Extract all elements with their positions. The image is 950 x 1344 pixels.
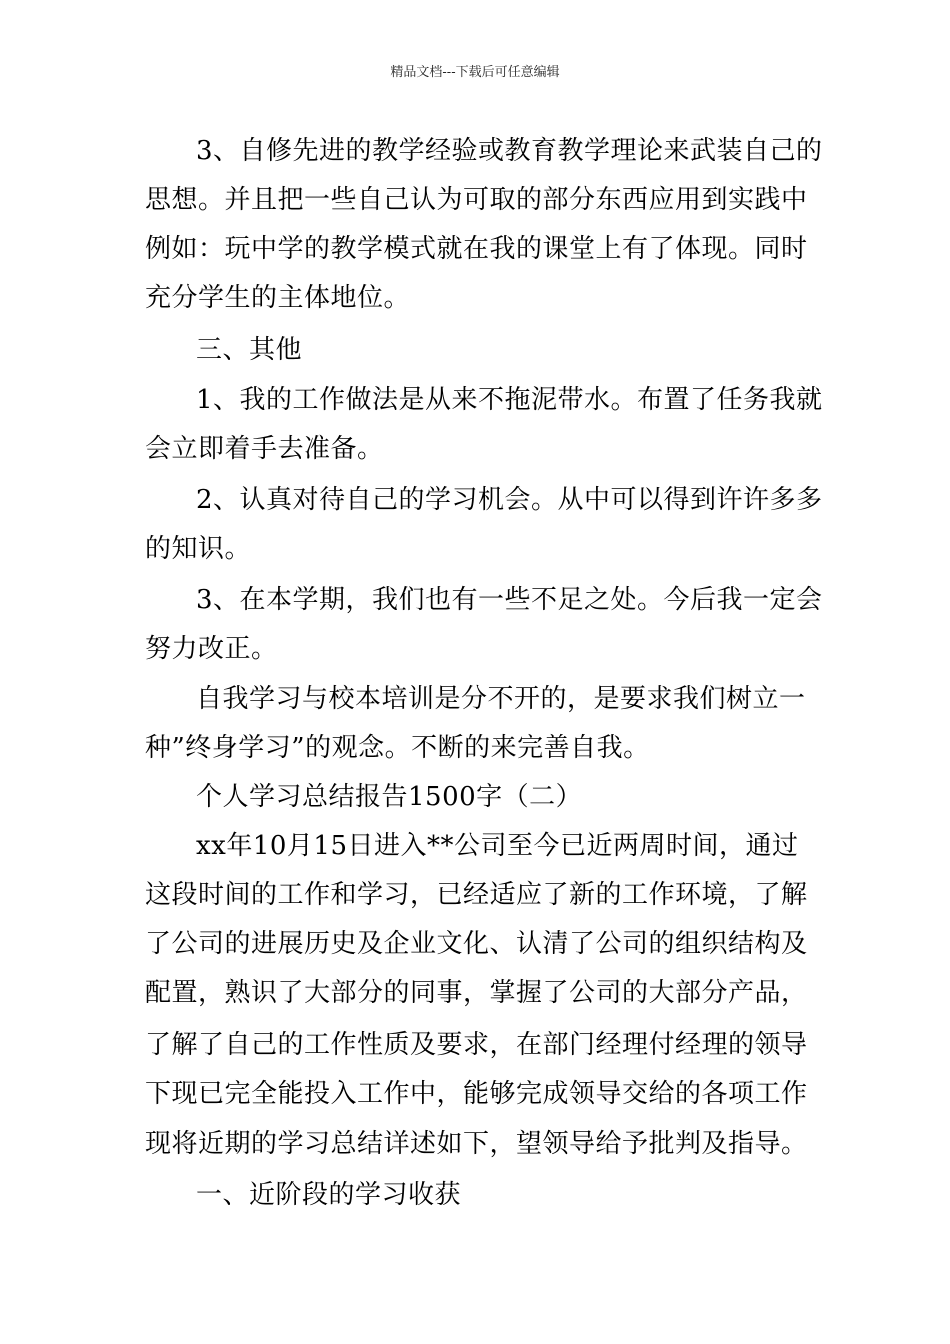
text-line: 充分学生的主体地位。: [145, 283, 411, 313]
text-line: 3、在本学期，我们也有一些不足之处。今后我一定会: [196, 585, 823, 615]
text-line: 了公司的进展历史及企业文化、认清了公司的组织结构及: [145, 929, 808, 959]
text-line: 自我学习与校本培训是分不开的，是要求我们树立一: [196, 684, 806, 714]
section-heading: 三、其他: [196, 335, 303, 365]
text-line: 配置，熟识了大部分的同事，掌握了公司的大部分产品，: [145, 978, 808, 1008]
page-header: 精品文档---下载后可任意编辑: [390, 65, 560, 80]
text-line: 的知识。: [145, 534, 252, 564]
text-line: 下现已完全能投入工作中，能够完成领导交给的各项工作: [145, 1079, 808, 1109]
section-heading: 一、近阶段的学习收获: [196, 1180, 462, 1210]
text-line: 了解了自己的工作性质及要求，在部门经理付经理的领导: [145, 1030, 808, 1060]
text-line: 思想。并且把一些自己认为可取的部分东西应用到实践中: [145, 185, 808, 215]
section-heading: 个人学习总结报告1500字（二）: [196, 782, 583, 812]
text-line: 3、自修先进的教学经验或教育教学理论来武装自己的: [196, 136, 823, 166]
text-line: 努力改正。: [145, 634, 278, 664]
text-line: 种”终身学习”的观念。不断的来完善自我。: [145, 733, 650, 763]
text-line: 1、我的工作做法是从来不拖泥带水。布置了任务我就: [196, 385, 823, 415]
text-line: 现将近期的学习总结详述如下，望领导给予批判及指导。: [145, 1129, 808, 1159]
text-line: xx年10月15日进入**公司至今已近两周时间，通过: [196, 831, 799, 861]
text-line: 2、认真对待自己的学习机会。从中可以得到许许多多: [196, 485, 823, 515]
text-line: 例如：玩中学的教学模式就在我的课堂上有了体现。同时: [145, 234, 808, 264]
text-line: 这段时间的工作和学习，已经适应了新的工作环境，了解: [145, 880, 808, 910]
text-line: 会立即着手去准备。: [145, 434, 384, 464]
